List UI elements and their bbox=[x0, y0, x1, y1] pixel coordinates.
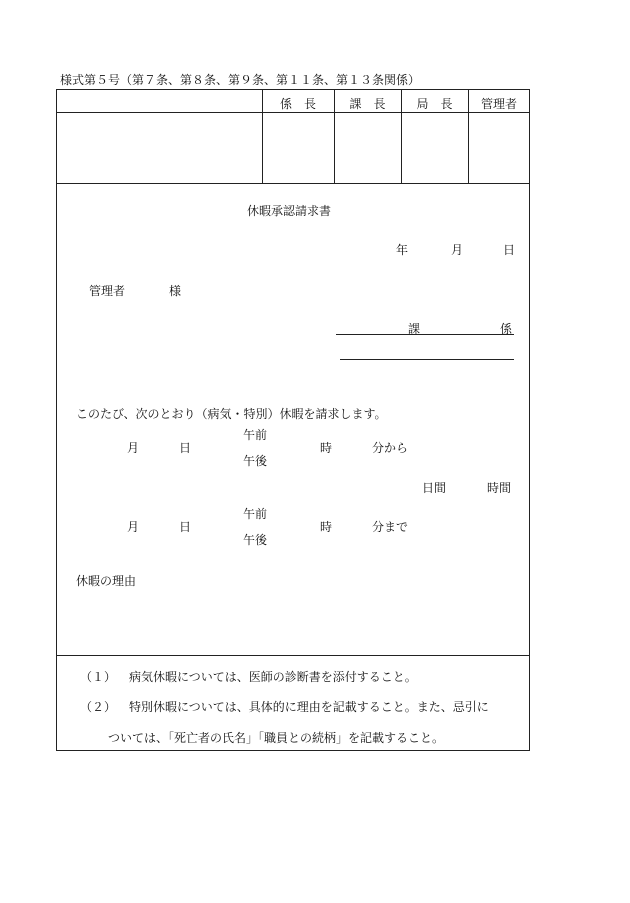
section-label: 課 bbox=[408, 322, 421, 336]
date-year-label: 年 bbox=[396, 243, 409, 257]
from-minute-label: 分から bbox=[372, 441, 409, 455]
to-pm-label: 午後 bbox=[243, 533, 268, 547]
from-day-label: 日 bbox=[179, 441, 192, 455]
duration-hours-label: 時間 bbox=[487, 481, 512, 495]
to-day-label: 日 bbox=[179, 520, 192, 534]
department-line[interactable] bbox=[336, 334, 514, 335]
approval-section-divider bbox=[56, 183, 530, 184]
from-am-label: 午前 bbox=[243, 428, 268, 442]
from-pm-label: 午後 bbox=[243, 454, 268, 468]
note-text: 特別休暇については、具体的に理由を記載すること。また、忌引に bbox=[129, 700, 489, 714]
notes-section-divider bbox=[56, 655, 530, 656]
stamp-box-section-chief[interactable] bbox=[334, 113, 401, 183]
document-title: 休暇承認請求書 bbox=[247, 204, 332, 218]
addressee-name: 管理者 bbox=[89, 284, 126, 298]
from-month-label: 月 bbox=[127, 441, 140, 455]
note-number: （１） bbox=[80, 670, 117, 684]
to-am-label: 午前 bbox=[243, 507, 268, 521]
note-continuation: ついては、「死亡者の氏名」「職員との続柄」を記載すること。 bbox=[108, 731, 445, 745]
from-hour-label: 時 bbox=[320, 441, 333, 455]
stamp-box-director[interactable] bbox=[401, 113, 468, 183]
reason-label: 休暇の理由 bbox=[76, 574, 137, 588]
to-month-label: 月 bbox=[127, 520, 140, 534]
header-director: 局 長 bbox=[416, 97, 453, 111]
addressee-honorific: 様 bbox=[169, 284, 182, 298]
stamp-box-manager[interactable] bbox=[468, 113, 530, 183]
request-sentence: このたび、次のとおり（病気・特別）休暇を請求します。 bbox=[76, 407, 387, 421]
header-manager: 管理者 bbox=[480, 97, 517, 111]
subsection-label: 係 bbox=[500, 322, 513, 336]
to-hour-label: 時 bbox=[320, 520, 333, 534]
note-text: 病気休暇については、医師の診断書を添付すること。 bbox=[129, 670, 417, 684]
stamp-box-chief[interactable] bbox=[262, 113, 334, 183]
to-minute-label: 分まで bbox=[372, 520, 409, 534]
date-day-label: 日 bbox=[503, 243, 516, 257]
header-chief: 係 長 bbox=[279, 97, 316, 111]
duration-days-label: 日間 bbox=[422, 481, 447, 495]
note-number: （２） bbox=[80, 700, 117, 714]
date-month-label: 月 bbox=[451, 243, 464, 257]
applicant-name-line[interactable] bbox=[340, 359, 514, 360]
header-section-chief: 課 長 bbox=[349, 97, 386, 111]
form-label: 様式第５号（第７条、第８条、第９条、第１１条、第１３条関係） bbox=[60, 73, 421, 87]
